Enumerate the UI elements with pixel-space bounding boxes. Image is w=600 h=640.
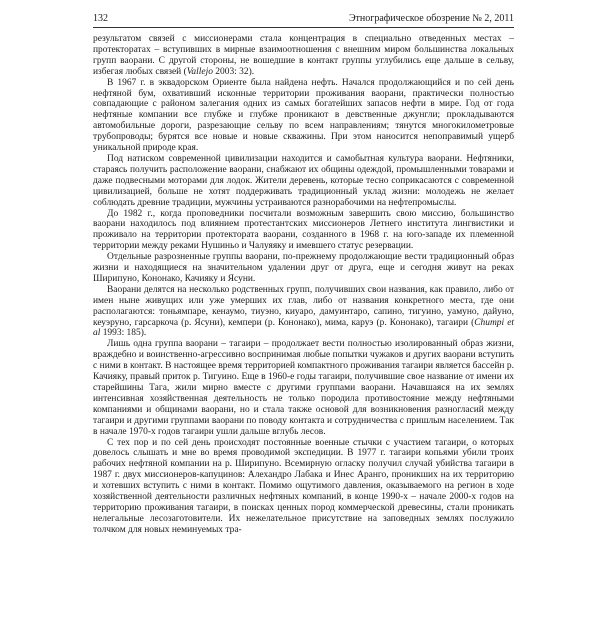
paragraph-3: Под натиском современной цивилизации находится и самобытная культура ваорани. Нефтяники, стараясь получить расположение ваорани, снабжают их общины одеждой, промышленными товарами и даже подвесными моторами для лодок. Жители деревень, которые тесно соприкасаются с современной цивилизацией, больше не хотят поддерживать традиционный уклад жизни: молодежь не желает соблюдать древние традиции, мужчины устраиваются разнорабочими на нефтепромыслы.: [93, 153, 514, 208]
paragraph-6: Ваорани делятся на несколько родственных групп, получивших свои названия, как правило, либо от имен ныне живущих или уже умерших их глав, либо от названия конкретного места, где они располагаются: тоньямпаре, кенаумо, тиуэно, киуаро, дамуинтаро, сапино, тигуино, уамуно, дайуно, кеуэруно, гарсаркоча (р. Ясуни), кемпери (р. Кононако), мима, каруэ (р. Кононако), тагаири (Chumpi et al 1993: 185).: [93, 284, 515, 339]
paragraph-4: До 1982 г., когда проповедники посчитали возможным завершить свою миссию, большинство ваорани находилось под влиянием протестантских миссионеров Летнего института лингвистики и проживало на территории протектората ваорани, созданного в 1968 г. на юго-западе их племенной территории между реками Нушиньо и Чалуяяку и имевшего статус резервации.: [93, 208, 514, 252]
paragraph-7: Лишь одна группа ваорани – тагаири – продолжает вести полностью изолированный образ жизни, враждебно и воинственно-агрессивно воспринимая любые попытки чужаков и других ваорани вступить с ними в контакт. В настоящее время территорией компактного проживания тагаири является бассейн р. Качияку, правый приток р. Тигуино. Еще в 1960-е годы тагаири, получившие свое название от имени их старейшины Тага, жили мирно вместе с другими группами ваорани. Начавшаяся на их землях интенсивная хозяйственная деятельность не только породила противостояние между нефтяными компаниями и общинами ваорани, но и стала также основой для возникновения разногласий между тагаири и другими группами ваорани по поводу контакта и сотрудничества с пришлым населением. Так в начале 1970-х годов тагаири ушли дальше вглубь лесов.: [93, 339, 514, 437]
page-number: 132: [93, 13, 108, 24]
running-header: [93, 12, 514, 26]
paragraph-1: результатом связей с миссионерами стала концентрация в специально отведенных местах – протекторатах – вступивших в мирные взаимоотношения с внешним миром большинства локальных групп ваорани. С другой стороны, не вошедшие в контакт группы углубились еще дальше в сельву, избегая любых связей (Vallejo 2003: 32).: [93, 34, 514, 77]
journal-title: Этнографическое обозрение № 2, 2011: [348, 13, 514, 24]
header-rule: [93, 27, 514, 28]
article-body: [93, 34, 514, 536]
citation-author: Vallejo: [186, 66, 213, 77]
paragraph-2: В 1967 г. в эквадорском Ориенте была найдена нефть. Начался продолжающийся и по сей день нефтяной бум, охвативший исконные территории проживания ваорани, практически полностью совпадающие с районом залегания одних из самых богатейших запасов нефти в мире. Год от года нефтяные компании все глубже и глубже проникают в девственные джунгли; прокладываются автомобильные дороги, разрезающие сельву по всем направлениям; тянутся многокилометровые трубопроводы; бурятся все новые и новые скважины. При этом наносится непоправимый ущерб уникальной природе края.: [93, 77, 514, 154]
paragraph-5: Отдельные разрозненные группы ваорани, по-прежнему продолжающие вести традиционный образ жизни и находящиеся на значительном удалении друг от друга, еще и сегодня живут на реках Ширипуно, Кононако, Качияку и Ясуни.: [93, 252, 514, 284]
paragraph-8: С тех пор и по сей день происходят постоянные военные стычки с участием тагаири, о которых довелось слышать и мне во время проводимой экспедиции. В 1977 г. тагаири копьями убили троих рабочих нефтяной компании на р. Ширипуно. Всемирную огласку получил случай убийства тагаири в 1987 г. двух миссионеров-капуцинов: Алехандро Лабака и Инес Аранго, проникших на их территорию и хотевших вступить с ними в контакт. Помимо ощутимого давления, оказываемого на регион в ходе хозяйственной деятельности различных нефтяных компаний, в конце 1990-х – начале 2000-х годов на территорию проживания тагаири, в поисках ценных пород коммерческой древесины, стали проникать нелегальные лесозаготовители. Их нежелательное присутствие на заповедных землях послужило толчком для новых неминуемых тра-: [93, 437, 514, 535]
citation-author: Chumpi et al: [93, 317, 515, 339]
